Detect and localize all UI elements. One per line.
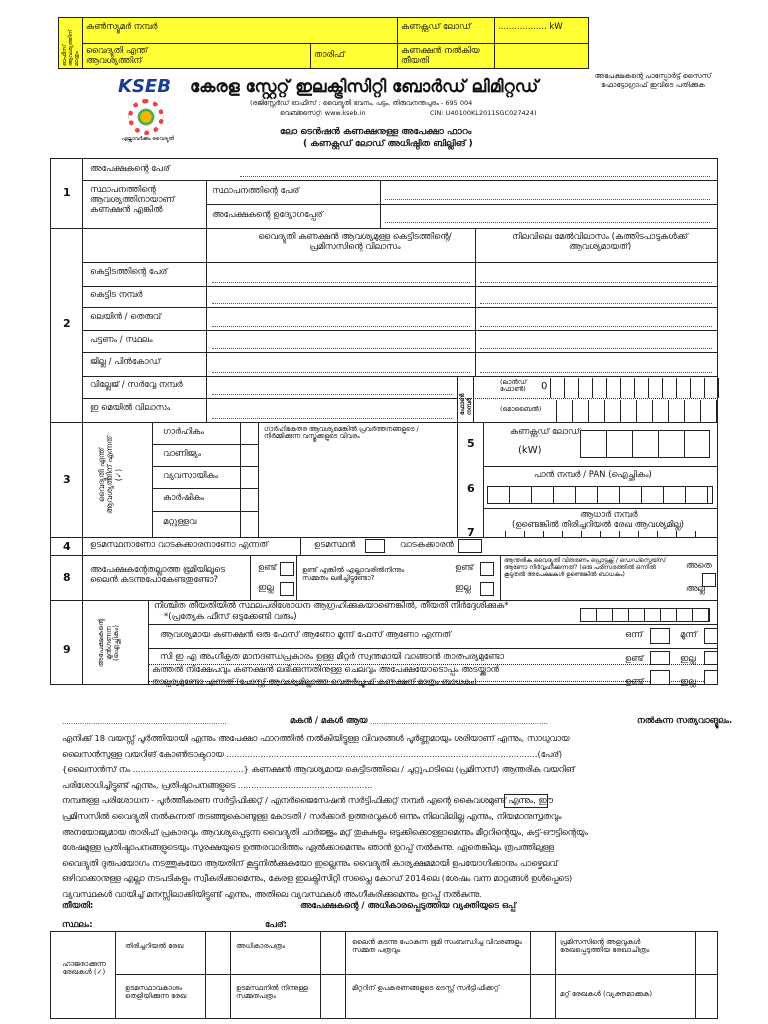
village-field[interactable] xyxy=(212,394,452,395)
lane-label: ലെയിൻ / തെരുവ് xyxy=(90,312,162,322)
owner-checkbox[interactable] xyxy=(365,539,385,553)
curr-address-5-field[interactable] xyxy=(480,372,712,373)
site-visit-label: നിശ്ചിത തീയതിയിൽ സ്ഥലപരിശോധന ആഗ്രഹിക്കുകയാണെങ്കിൽ, തീയതി നിർദ്ദേശിക്കുക* xyxy=(154,601,509,611)
tenant-checkbox[interactable] xyxy=(458,539,482,553)
landline-label: (ലാൻഡ് ഫോൺ) xyxy=(500,378,527,394)
office-use-label: ഓഫീസ് ആവശ്യത്തിന് മാത്രം xyxy=(62,29,81,66)
aadhaar-label: ആധാർ നമ്പർ xyxy=(580,510,638,520)
kw-value[interactable]: .................. kW xyxy=(498,22,563,32)
logo-sub: എല്ലാവർക്കും വൈദ്യുതി xyxy=(121,136,175,142)
purpose-others-check[interactable] xyxy=(241,512,257,536)
aadhaar-digit-boxes[interactable] xyxy=(487,531,713,537)
phase-three-box[interactable] xyxy=(704,628,718,644)
district-pincode-label: ജില്ല / പിൻകോഡ് xyxy=(90,357,161,367)
doc-authorization-check[interactable] xyxy=(321,932,344,973)
decl-line-3: {ലൈസൻസ് നം ..........................................} കണക്ഷൻ ആവശ്യമായ കെട്ടിടത്തിലെ / ചുറ്റുപാടിലെ (പ്രമിസസ്) ആന്തരിക വയറിങ് xyxy=(62,764,575,775)
email-label: ഇ മെയിൽ വിലാസം xyxy=(90,403,171,413)
name-label: പേര്: xyxy=(265,920,288,930)
pan-label: പാൻ നമ്പർ / PAN (ഐച്ഛികം) xyxy=(534,470,652,480)
town-label: പട്ടണം / സ്ഥലം xyxy=(90,335,153,345)
applicant-name-field[interactable] xyxy=(240,176,710,177)
email-field[interactable] xyxy=(212,418,452,419)
institution-name-field[interactable] xyxy=(385,199,710,200)
doc-authorization: അധികാരപത്രം xyxy=(236,942,286,950)
curr-address-2-field[interactable] xyxy=(480,303,712,304)
internal-distribution-question: ആന്തരിക വൈദ്യുതി വിതരണം പ്രൊട്ടക്റ്റ് / ഡെഡ്സ്പെയ്സ് ആണോ നിർവ്വഹിക്കുന്നത്? (ഒരു പരിസരത്തിൽ ഒന്നിൽ കൂടുതൽ അപേക്ഷകൾ ഉണ്ടെങ്കിൽ ബാധകം) xyxy=(504,557,666,578)
own-meter-label: സി ഇ എ അംഗീകൃത മാനദണ്ഡപ്രകാരം ഉള്ള മീറ്റർ സ്വന്തമായി വാങ്ങാൻ താത്പര്യമുണ്ടോ xyxy=(160,652,504,662)
declaration-text xyxy=(62,731,718,903)
institution-name-label: സ്ഥാപനത്തിന്റെ പേര് xyxy=(212,186,300,196)
premises-address-header: വൈദ്യുതി കണക്ഷൻ ആവശ്യമുള്ള കെട്ടിടത്തിന്റെ/ പ്രമിസസിന്റെ വിലാസം xyxy=(258,232,452,252)
purpose-commercial: വാണിജ്യം xyxy=(163,449,202,459)
designation-field[interactable] xyxy=(385,222,710,223)
logo-emblem xyxy=(128,99,164,135)
tenant-label: വാടകക്കാരൻ xyxy=(400,540,454,550)
building-no-field[interactable] xyxy=(212,303,470,304)
landline-digit-boxes[interactable] xyxy=(550,378,719,398)
kseb-logo xyxy=(118,76,182,156)
aadhaar-note: (ഉണ്ടെങ്കിൽ തിരിച്ചറിയൽ രേഖ ആവശ്യമില്ല) xyxy=(512,520,684,530)
field-6-number: 6 xyxy=(467,482,475,495)
consumer-no-label: കൺസ്യൂമർ നമ്പർ xyxy=(86,22,158,32)
photo-label: അപേക്ഷകന്റെ പാസ്പോർട്ട് സൈസ് ഫോട്ടോഗ്രാഫ് ഇവിടെ പതിക്കുക xyxy=(594,72,712,90)
pay-deposit-no: ഇല്ല xyxy=(680,677,696,687)
preference-label: അപേക്ഷകന്റെ മുൻഗണന (ഐച്ഛികം) xyxy=(97,618,121,668)
date-label: തീയതി: xyxy=(62,901,94,911)
section-2-number: 2 xyxy=(63,317,71,330)
consent-no: ഇല്ല xyxy=(455,583,471,593)
internal-no: അല്ല xyxy=(686,584,705,594)
line-crossing-no-box[interactable] xyxy=(280,582,294,596)
curr-address-1-field[interactable] xyxy=(480,282,712,283)
line-crossing-yes: ഉണ്ട് xyxy=(258,563,277,573)
place-label: സ്ഥലം: xyxy=(62,920,93,930)
owner-label: ഉടമസ്ഥൻ xyxy=(314,540,356,550)
board-address: (രജിസ്റ്റേർഡ് ഓഫീസ് : വൈദ്യുതി ഭവനം, പട്ടം, തിരുവനന്തപുരം - 695 004 xyxy=(250,99,473,107)
decl-line-2: ലൈസൻസുള്ള വയറിങ് കോൺട്രാക്ടറായ ......................................................................................................................(പേര്) xyxy=(62,748,563,759)
documents-side-label: ഹാജരാക്കുന്ന രേഖകൾ (✓) xyxy=(62,960,106,977)
purpose-others: മറ്റുള്ളവ xyxy=(163,517,197,527)
form-title: ലോ ടെൻഷൻ കണക്ഷനുള്ള അപേക്ഷാ ഫാറം xyxy=(280,127,472,137)
section-1-number: 1 xyxy=(63,186,71,199)
consent-yes: ഉണ്ട് xyxy=(455,563,474,573)
consent-yes-box[interactable] xyxy=(480,562,494,576)
board-website: വെബ്സൈറ്റ്: www.kseb.in xyxy=(280,109,366,117)
doc-other: മറ്റ് രേഖകൾ (വ്യക്തമാക്കുക) xyxy=(560,990,653,998)
tariff-label: താരിഫ് xyxy=(314,50,345,60)
decl-line-6: പ്രമിസസിൽ വൈദ്യുതി നൽകുന്നത് തടഞ്ഞുകൊണ്ടുള്ള കോടതി / സർക്കാർ ഉത്തരവുകൾ ഒന്നും നിലവിലില്ല എന്നും, നിയമാനുസൃതവും xyxy=(62,810,562,821)
purpose-domestic-check[interactable] xyxy=(241,423,257,443)
site-visit-note: *(പ്രത്യേക ഫീസ് ഒടുക്കേണ്ടി വരും) xyxy=(164,612,297,622)
pay-deposit-yes: ഉണ്ട് xyxy=(625,677,644,687)
building-no-label: കെട്ടിട നമ്പർ xyxy=(90,290,143,300)
building-name-label: കെട്ടിടത്തിന്റെ പേര് xyxy=(90,267,168,277)
own-meter-no-box[interactable] xyxy=(704,651,718,665)
phase-one-box[interactable] xyxy=(650,628,670,644)
building-name-field[interactable] xyxy=(212,282,470,283)
doc-premises-sketch: പ്രമിസസിന്റെ അളവുകൾ രേഖപ്പെടുത്തിയ രേഖാചിത്രം xyxy=(560,938,650,955)
purpose-agricultural: കാർഷികം xyxy=(163,493,205,503)
decl-line-5: നമ്പരുള്ള പരിശോധന - പൂർത്തീകരണ സർട്ടിഫിക്കറ്റ് / എനർജൈസേഷൻ സർട്ടിഫിക്കറ്റ് നമ്പർ എന്റെ കൈവശമുണ്ട് എന്നും, ഈ xyxy=(62,795,553,806)
line-crossing-yes-box[interactable] xyxy=(280,562,294,576)
own-meter-yes: ഉണ്ട് xyxy=(625,654,644,664)
ownership-question: ഉടമസ്ഥനാണോ വാടകക്കാരനാണോ എന്നത് xyxy=(90,540,269,550)
doc-test-certificate: മീറ്ററിന് ഉപകരണങ്ങളുടെ ടെസ്റ്റ് സർട്ടിഫിക്കറ്റ് xyxy=(352,984,499,992)
pay-deposit-note: താല്പര്യമുണ്ടോ എന്നത് (പോസ്റ്റ് ആവശ്യമില്ലാത്ത വെതർപ്രൂഫ് കണക്ഷന് മാത്രം ബാധകം) xyxy=(152,677,477,686)
doc-owner-consent: ഉടമസ്ഥനിൽ നിന്നുള്ള സമ്മതപത്രം xyxy=(236,984,308,1001)
doc-ownership-proof: ഉടമസ്ഥാവകാശം തെളിയിക്കുന്ന രേഖ xyxy=(125,984,187,1001)
phone-label: ഫോൺ നമ്പർ xyxy=(459,393,473,415)
pan-digit-boxes[interactable] xyxy=(487,486,713,504)
purpose-commercial-check[interactable] xyxy=(241,445,257,465)
decl-line-7: അനയോജ്യമായ താരിഫ് പ്രകാരവും ആവശ്യപ്പെടുന്ന വൈദ്യുതി ചാർജ്ജും മറ്റ് തുകകളും ഒടുക്കിക്കൊള്ളാമെന്നും മീറ്ററിന്റെയും, കട്ട്-ഔട്ടിന്റെയും xyxy=(62,826,588,837)
own-meter-yes-box[interactable] xyxy=(650,651,670,665)
line-crossing-question: അപേക്ഷകന്റേതല്ലാത്ത ഭൂമിയിലൂടെ ലൈൻ കടന്നുപോകേണ്ടതുണ്ടോ? xyxy=(90,565,226,585)
section-9-number: 9 xyxy=(63,643,71,656)
decl-name-dots[interactable]: .......................................................................... xyxy=(62,718,227,726)
nondomestic-details-label: ഗാർഹികേതര ആവശ്യമെങ്കിൽ പ്രവർത്തനങ്ങളുടെ / നിർമ്മിക്കുന്ന വസ്തുക്കളുടെ വിവരം xyxy=(264,425,419,441)
pay-deposit-yes-box[interactable] xyxy=(650,670,670,685)
town-field[interactable] xyxy=(212,348,470,349)
connected-load-label: കണക്റ്റഡ് ലോഡ് xyxy=(401,22,471,32)
decl-line-8: ശേഷമുള്ള പ്രതിഷ്ഠാപനങ്ങളുടെയും സുരക്ഷയുടെ ഉത്തരവാദിത്തം ഏൽക്കാമെന്നും ഞാൻ ഉറപ്പ് നൽകുന്നു. ഏതെങ്കിലും ത്രപത്തിലുള്ള xyxy=(62,842,554,853)
phase-one: ഒന്ന് xyxy=(625,630,643,640)
power-purpose-label: വൈദ്യുതി എന്ത് ആവശ്യത്തിന് xyxy=(86,46,148,66)
pay-deposit-no-box[interactable] xyxy=(704,670,718,685)
own-meter-no: ഇല്ല xyxy=(680,654,696,664)
phase-three: മൂന്ന് xyxy=(680,630,697,640)
doc-line-consent: ലൈൻ കടന്നു പോകുന്ന ഭൂമി സംബന്ധിച്ച വിവരങ്ങളും സമ്മത പത്രവും xyxy=(352,938,522,955)
purpose-label: വൈദ്യുതി എന്ത് ആവശ്യത്തിന് എന്നത് (✓) xyxy=(97,435,123,515)
institution-need-label: സ്ഥാപനത്തിന്റെ ആവശ്യത്തിനായാണ് കണക്ഷൻ എങ്കിൽ xyxy=(90,185,175,215)
designation-label: അപേക്ഷകന്റെ ഉദ്യോഗപ്പേര് xyxy=(212,210,323,220)
decl-heading: നൽകുന്ന സത്യവാങ്മൂലം. xyxy=(637,716,733,726)
decl-line-9: വൈദ്യുതി ദുരുപയോഗം നടത്തുകയോ ആയതിന് കൂട്ടുനിൽക്കുകയോ ഇല്ലെന്നും വൈദ്യുതി കാര്യക്ഷമമായി ഉപയോഗിക്കാനും പാഴ്ചെലവ് xyxy=(62,857,558,868)
curr-address-3-field[interactable] xyxy=(480,326,712,327)
doc-id-proof: തിരിച്ചറിയൽ രേഖ xyxy=(125,942,184,950)
certificate-box[interactable] xyxy=(504,794,548,808)
decl-son-daughter: മകൻ / മകൾ ആയ xyxy=(290,716,368,726)
decl-line-10: ഒഴിവാക്കാനുള്ള എല്ലാ നടപടികളും സ്വീകരിക്കാമെന്നും, കേരള ഇലക്ട്രിസിറ്റി സപ്ലൈ കോഡ് 2014ലെ (ശേഷം വന്ന മാറ്റങ്ങൾ ഉൾപ്പെടെ) xyxy=(62,873,573,884)
pay-deposit-label: കത്തൽ നിക്ഷേപവും കണക്ഷൻ ലഭിക്കുന്നതിനുള്ള ചെലവും അപേക്ഷയോടൊപ്പം അടയ്ക്കാൻ xyxy=(152,665,499,675)
village-survey-label: വില്ലേജ് / സർവ്വേ നമ്പർ xyxy=(90,380,183,390)
section-8-number: 8 xyxy=(63,571,71,584)
photo-box[interactable] xyxy=(589,68,717,128)
section-3-number: 3 xyxy=(63,473,71,486)
board-title: കേരള സ്റ്റേറ്റ് ഇലക്ട്രിസിറ്റി ബോർഡ് ലിമിറ്റഡ് xyxy=(190,77,539,97)
purpose-industrial-check[interactable] xyxy=(241,467,257,487)
consent-question: ഉണ്ട് എങ്കിൽ എല്ലാവരിൽനിന്നും സമ്മതം ലഭിച്ചിട്ടുണ്ടോ? xyxy=(302,566,405,583)
site-visit-date-boxes[interactable] xyxy=(580,608,710,622)
section-4-number: 4 xyxy=(63,540,71,553)
phase-label: ആവശ്യമായ കണക്ഷൻ ഒരു ഫേസ് ആണോ മൂന്ന് ഫേസ് ആണോ എന്നത് xyxy=(160,630,452,640)
load-label: കണക്റ്റഡ് ലോഡ് xyxy=(510,427,580,437)
mobile-label: (മൊബൈൽ) xyxy=(500,405,542,413)
logo-text: KSEB xyxy=(118,76,171,97)
applicant-name-label: അപേക്ഷകന്റെ പേര് xyxy=(90,164,170,174)
form-subtitle: ( കണക്റ്റഡ് ലോഡ് അധിഷ്ഠിത ബില്ലിങ് ) xyxy=(303,139,473,149)
curr-address-4-field[interactable] xyxy=(480,348,712,349)
line-crossing-no: ഇല്ല xyxy=(258,583,274,593)
field-7-number: 7 xyxy=(467,526,475,539)
doc-line-consent-check[interactable] xyxy=(531,932,554,973)
decl-line-11: വ്യവസ്ഥകൾ വായിച്ച് മനസ്സിലാക്കിയിട്ടുണ്ട് എന്നും, അതിലെ വ്യവസ്ഥകൾ അംഗീകരിക്കുമെന്നും ഉറപ്പ് നൽകുന്നു. xyxy=(62,888,482,899)
decl-line-1: എനിക്ക് 18 വയസ്സ് പൂർത്തിയായി എന്നും അപേക്ഷാ ഫാറത്തിൽ നൽകിയിട്ടുള്ള വിവരങ്ങൾ പൂർണ്ണമായും ശരിയാണ് എന്നും, സാധുവായ xyxy=(62,733,570,743)
decl-parent-dots[interactable]: ................................................................................ xyxy=(370,718,549,726)
consent-no-box[interactable] xyxy=(480,582,494,596)
board-cin: CIN: U40100KL2011SGC027424) xyxy=(430,109,537,117)
purpose-agricultural-check[interactable] xyxy=(241,489,257,509)
doc-id-proof-check[interactable] xyxy=(206,932,219,973)
load-unit: (kW) xyxy=(518,445,542,456)
internal-yes: അതെ xyxy=(686,561,712,571)
field-5-number: 5 xyxy=(467,437,475,450)
doc-premises-sketch-check[interactable] xyxy=(696,932,717,973)
signature-label: അപേക്ഷകന്റെ / അധികാരപ്പെടുത്തിയ വ്യക്തിയുടെ ഒപ്പ് xyxy=(300,901,516,911)
lane-field[interactable] xyxy=(212,326,470,327)
district-field[interactable] xyxy=(212,372,470,373)
decl-line-4: പരിശോധിച്ചിട്ടുണ്ട് എന്നും, പ്രതിഷ്ഠാപനങ്ങളുടെ ................................................... xyxy=(62,779,373,790)
purpose-industrial: വ്യവസായികം xyxy=(163,471,219,481)
purpose-domestic: ഗാർഹികം xyxy=(163,427,204,437)
mobile-digit-boxes[interactable] xyxy=(556,400,719,422)
current-address-header: നിലവിലെ മേൽവിലാസം (കത്തിടപാടുകൾക്ക് ആവശ്യമായത്) xyxy=(512,232,688,252)
std-zero: 0 xyxy=(541,381,548,392)
connection-date-label: കണക്ഷൻ നൽകിയ തീയതി xyxy=(401,46,480,66)
load-boxes[interactable] xyxy=(580,430,710,458)
